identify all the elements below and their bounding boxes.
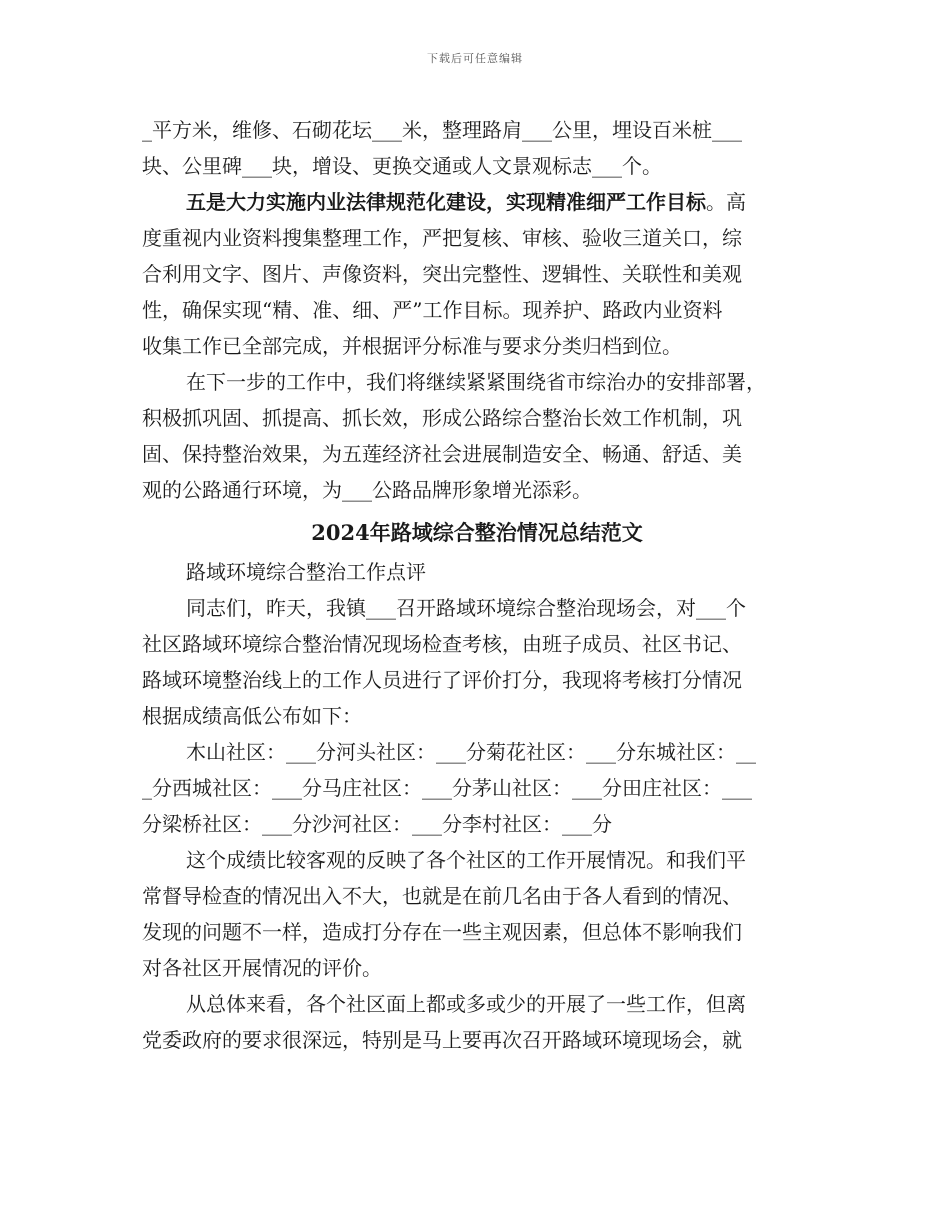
text-line: 这个成绩比较客观的反映了各个社区的工作开展情况。和我们平 [186,848,746,872]
text-line: 从总体来看，各个社区面上都或多或少的开展了一些工作，但离 [186,992,746,1016]
text-line: 观的公路通行环境，为___公路品牌形象增光添彩。 [142,478,592,502]
text-line: 合利用文字、图片、声像资料，突出完整性、逻辑性、关联性和美观 [142,262,742,286]
text-line: 社区路域环境综合整治情况现场检查考核，由班子成员、社区书记、 [142,632,742,656]
text-line: 根据成绩高低公布如下： [142,704,362,728]
text-line: 块、公里碑___块，增设、更换交通或人文景观标志___个。 [142,154,662,178]
text-line: 收集工作已全部完成，并根据评分标准与要求分类归档到位。 [142,334,682,358]
article-subtitle: 路域环境综合整治工作点评 [186,560,426,584]
text-line: 同志们，昨天，我镇___召开路域环境综合整治现场会，对___个 [186,596,746,620]
text-line: 度重视内业资料搜集整理工作，严把复核、审核、验收三道关口，综 [142,226,742,250]
bold-lead: 五是大力实施内业法律规范化建设，实现精准细严工作目标 [186,190,706,214]
header-note: 下载后可任意编辑 [427,52,523,65]
text-line: 常督导检查的情况出入不大，也就是在前几名由于各人看到的情况、 [142,884,742,908]
document-body [142,112,812,1058]
score-line: _分西城社区：___分马庄社区：___分茅山社区：___分田庄社区：___ [142,776,752,800]
text-line: _平方米，维修、石砌花坛___米，整理路肩___公里，埋设百米桩___ [142,118,742,142]
text-line: 发现的问题不一样，造成打分存在一些主观因素，但总体不影响我们 [142,920,742,944]
text-line: 在下一步的工作中，我们将继续紧紧围绕省市综治办的安排部署， [186,370,766,394]
text-line: 性，确保实现“精、准、细、严”工作目标。现养护、路政内业资料 [142,298,723,322]
article-title: 2024年路域综合整治情况总结范文 [311,520,643,545]
text-line: 路域环境整治线上的工作人员进行了评价打分，我现将考核打分情况 [142,668,742,692]
text-line: 党委政府的要求很深远，特别是马上要再次召开路域环境现场会，就 [142,1028,742,1052]
score-line: 木山社区：___分河头社区：___分菊花社区：___分东城社区：__ [186,740,756,764]
lead-rest: 。高 [706,190,746,214]
paragraph-lead-line [142,184,812,220]
score-line: 分梁桥社区：___分沙河社区：___分李村社区：___分 [142,812,612,836]
text-line: 对各社区开展情况的评价。 [142,956,382,980]
text-line: 固、保持整治效果，为五莲经济社会进展制造安全、畅通、舒适、美 [142,442,742,466]
text-line: 积极抓巩固、抓提高、抓长效，形成公路综合整治长效工作机制，巩 [142,406,742,430]
